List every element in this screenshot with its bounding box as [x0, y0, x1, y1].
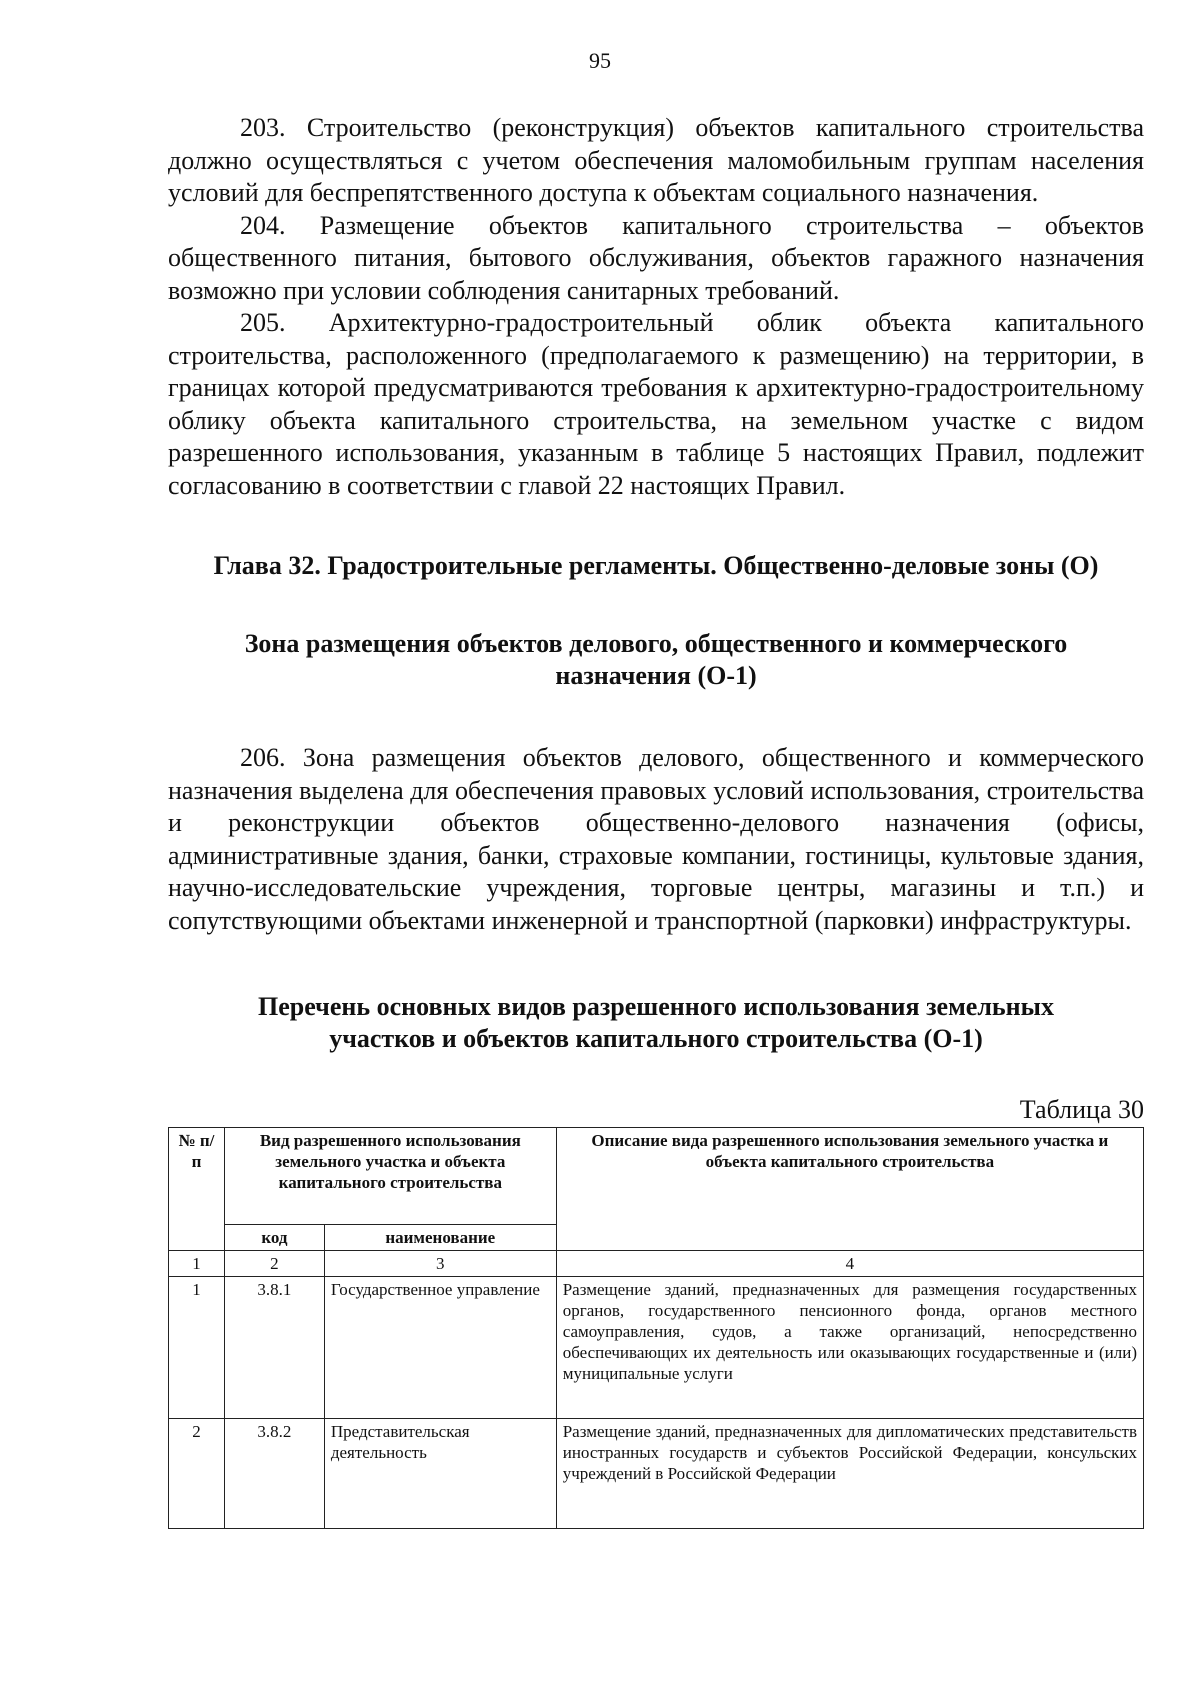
list-title-line1: Перечень основных видов разрешенного использования земельных	[258, 992, 1054, 1021]
zone-title	[168, 628, 1144, 692]
column-number: 1	[169, 1251, 225, 1277]
row-code: 3.8.1	[224, 1277, 324, 1419]
table-header-row	[169, 1128, 1144, 1225]
list-title-line2: участков и объектов капитального строительства (О-1)	[329, 1024, 983, 1053]
table-row	[169, 1277, 1144, 1419]
paragraph-204-text: 204. Размещение объектов капитального строительства – объектов общественного питания, бытового обслуживания, объектов гаражного назначения возможно при условии соблюдения санитарных требований.	[168, 210, 1144, 305]
document-body	[168, 112, 1144, 1529]
row-description: Размещение зданий, предназначенных для дипломатических представительств иностранных государств и субъектов Российской Федерации, консульских учреждений в Российской Федерации	[556, 1419, 1143, 1529]
page-number: 95	[589, 48, 611, 73]
table-caption: Таблица 30	[1019, 1095, 1144, 1124]
paragraph-203-text: 203. Строительство (реконструкция) объектов капитального строительства должно осуществляться с учетом обеспечения маломобильным группам населения условий для беспрепятственного доступа к объектам социального назначения.	[168, 113, 1144, 207]
row-num: 2	[169, 1419, 225, 1529]
header-type-group: Вид разрешенного использования земельного участка и объекта капитального строительства	[224, 1128, 556, 1225]
column-number-row	[169, 1251, 1144, 1277]
column-number: 3	[324, 1251, 556, 1277]
zone-title-line2: назначения (О-1)	[555, 661, 757, 690]
paragraph-205	[168, 307, 1144, 502]
row-num: 1	[169, 1277, 225, 1419]
paragraph-205-text: 205. Архитектурно-градостроительный облик объекта капитального строительства, расположенного (предполагаемого к размещению) на территории, в границах которой предусматриваются требования к архитектурно-градостроительному облику объекта капитального строительства, на земельном участке с видом разрешенного использования, указанным в таблице 5 настоящих Правил, подлежит согласованию в соответствии с главой 22 настоящих Правил.	[168, 308, 1144, 500]
paragraph-206-text: 206. Зона размещения объектов делового, общественного и коммерческого назначения выделена для обеспечения правовых условий использования, строительства и реконструкции объектов общественно-делового назначения (офисы, административные здания, банки, страховые компании, гостиницы, культовые здания, научно-исследовательские учреждения, торговые центры, магазины и т.п.) и сопутствующими объектами инженерной и транспортной (парковки) инфраструктуры.	[168, 743, 1144, 935]
header-description: Описание вида разрешенного использования земельного участка и объекта капитального строительства	[556, 1128, 1143, 1251]
paragraph-204	[168, 210, 1144, 308]
paragraph-206	[168, 742, 1144, 937]
row-description: Размещение зданий, предназначенных для размещения государственных органов, государственного пенсионного фонда, органов местного самоуправления, судов, а также организаций, непосредственно обеспечивающих их деятельность или оказывающих государственные и (или) муниципальные услуги	[556, 1277, 1143, 1419]
column-number: 2	[224, 1251, 324, 1277]
list-title	[168, 991, 1144, 1055]
header-num: № п/п	[169, 1128, 225, 1251]
column-number: 4	[556, 1251, 1143, 1277]
table-row	[169, 1419, 1144, 1529]
chapter-title: Глава 32. Градостроительные регламенты. Общественно-деловые зоны (О)	[213, 551, 1099, 580]
row-code: 3.8.2	[224, 1419, 324, 1529]
zone-title-line1: Зона размещения объектов делового, общественного и коммерческого	[244, 629, 1068, 658]
permitted-use-table	[168, 1127, 1144, 1529]
row-name: Представительская деятельность	[324, 1419, 556, 1529]
header-name: наименование	[324, 1225, 556, 1251]
paragraph-203	[168, 112, 1144, 210]
row-name: Государственное управление	[324, 1277, 556, 1419]
header-code: код	[224, 1225, 324, 1251]
